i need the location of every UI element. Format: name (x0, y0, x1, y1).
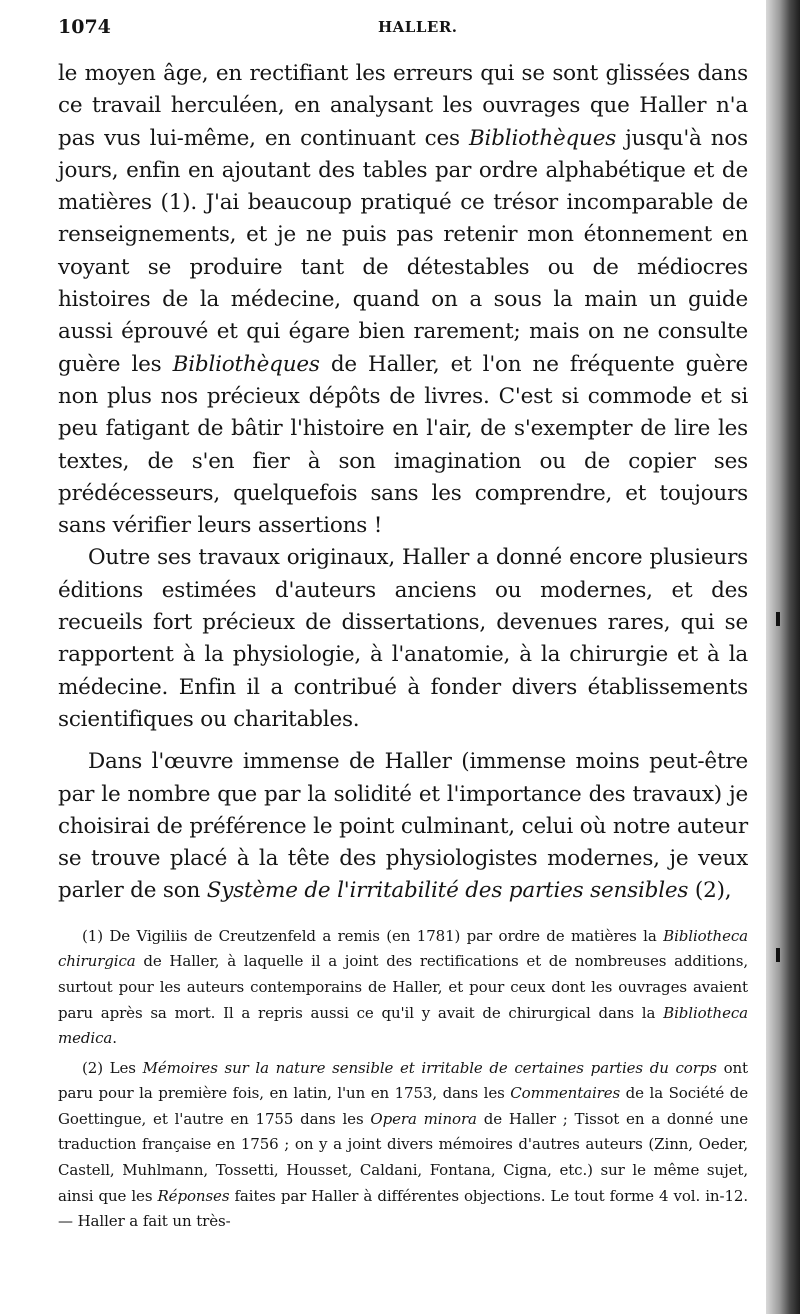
paragraph-3-italic: Système de l'irritabilité des parties sensibles (206, 878, 689, 904)
footnote-2-text: de Haller ; Tissot en a donné une traduction française en 1756 ; on y a joint divers mémoires d'autres auteurs (Zinn, Oeder, Castell, Muhlmann, Tossetti, Housset, Caldani, Fontana, Cigna, etc.) sur le même sujet, ainsi que les (58, 1109, 748, 1205)
footnote-2-text: de la Société de Goettingue, et l'autre en 1755 dans les (58, 1084, 749, 1128)
edge-mark (776, 948, 780, 962)
paragraph-1-text: jusqu'à nos jours, enfin en ajoutant des tables par ordre alphabétique et de matières (1). J'ai beaucoup pratiqué ce trésor incomparable de renseignements, et je ne puis pas retenir mon étonnement en voyant se produire tant de détestables ou de médiocres histoires de la médecine, quand on a sous la main un guide aussi éprouvé et qui égare bien rarement; mais on ne consulte guère les (58, 125, 748, 377)
paragraph-2: Outre ses travaux originaux, Haller a donné encore plusieurs éditions estimées d'auteurs anciens ou modernes, et des recueils fort précieux de dissertations, devenues rares, qui se rapportent à la physiologie, à l'anatomie, à la chirurgie et à la médecine. Enfin il a contribué à fonder divers établissements scientifiques ou charitables. (58, 545, 748, 732)
page-binding-edge (766, 0, 800, 1314)
footnote-1-text: (1) De Vigiliis de Creutzenfeld a remis (en 1781) par ordre de matières la (82, 926, 664, 945)
paragraph-1-italic: Bibliothèques (468, 125, 617, 151)
page-header (58, 16, 748, 48)
footnote-2-text: ont paru pour la première fois, en latin, l'un en 1753, dans les (58, 1058, 748, 1103)
footnote-2-text: (2) Les (82, 1058, 143, 1077)
paragraph-3-text: Dans l'œuvre immense de Haller (immense moins peut-être par le nombre que par la solidité et l'importance des travaux) je choisirai de préférence le point culminant, celui où notre auteur se trouve placé à la tête des physiologistes modernes, je veux parler de son (58, 749, 748, 904)
page-number: 1074 (58, 16, 111, 38)
footnote-1-text: de Haller, à laquelle il a joint des rectifications et de nombreuses additions, surtout pour les auteurs contemporains de Haller, et pour ceux dont les ouvrages avaient paru après sa mort. Il a repris aussi ce qu'il y avait de chirurgical dans la (58, 952, 748, 1022)
paragraph-1 (58, 58, 748, 542)
paragraph-3-text: (2), (688, 878, 732, 904)
body-text (58, 58, 748, 908)
paragraph-1-text: le moyen âge, en rectifiant les erreurs qui se sont glissées dans ce travail herculéen, en analysant les ouvrages que Haller n'a pas vus lui-même, en continuant ces (58, 61, 748, 151)
book-page (58, 16, 748, 1235)
footnote-2-italic: Commentaires (510, 1084, 621, 1103)
running-title: HALLER. (378, 18, 458, 36)
footnote-1-italic: Bibliotheca medica (58, 1003, 748, 1048)
paragraph-1-text: de Haller, et l'on ne fréquente guère non plus nos précieux dépôts de livres. C'est si commode et si peu fatigant de bâtir l'histoire en l'air, de s'exempter de lire les textes, de s'en fier à son imagination ou de copier ses prédécesseurs, quelquefois sans les comprendre, et toujours sans vérifier leurs assertions ! (58, 351, 748, 539)
footnote-1-italic: Bibliotheca chirurgica (58, 926, 748, 971)
paragraph-3 (58, 746, 748, 907)
footnote-2-italic: Réponses (157, 1186, 230, 1205)
footnote-1 (58, 924, 748, 1052)
footnote-2-italic: Opera minora (370, 1109, 477, 1128)
footnote-1-text: . (112, 1029, 117, 1048)
footnote-2-text: faites par Haller à différentes objections. Le tout forme 4 vol. in-12. — Haller a fait un très- (58, 1186, 749, 1231)
edge-mark (776, 612, 780, 626)
footnote-2 (58, 1056, 748, 1235)
footnotes (58, 924, 748, 1235)
paragraph-1-italic: Bibliothèques (172, 351, 320, 377)
footnote-2-italic: Mémoires sur la nature sensible et irritable de certaines parties du corps (142, 1058, 717, 1077)
